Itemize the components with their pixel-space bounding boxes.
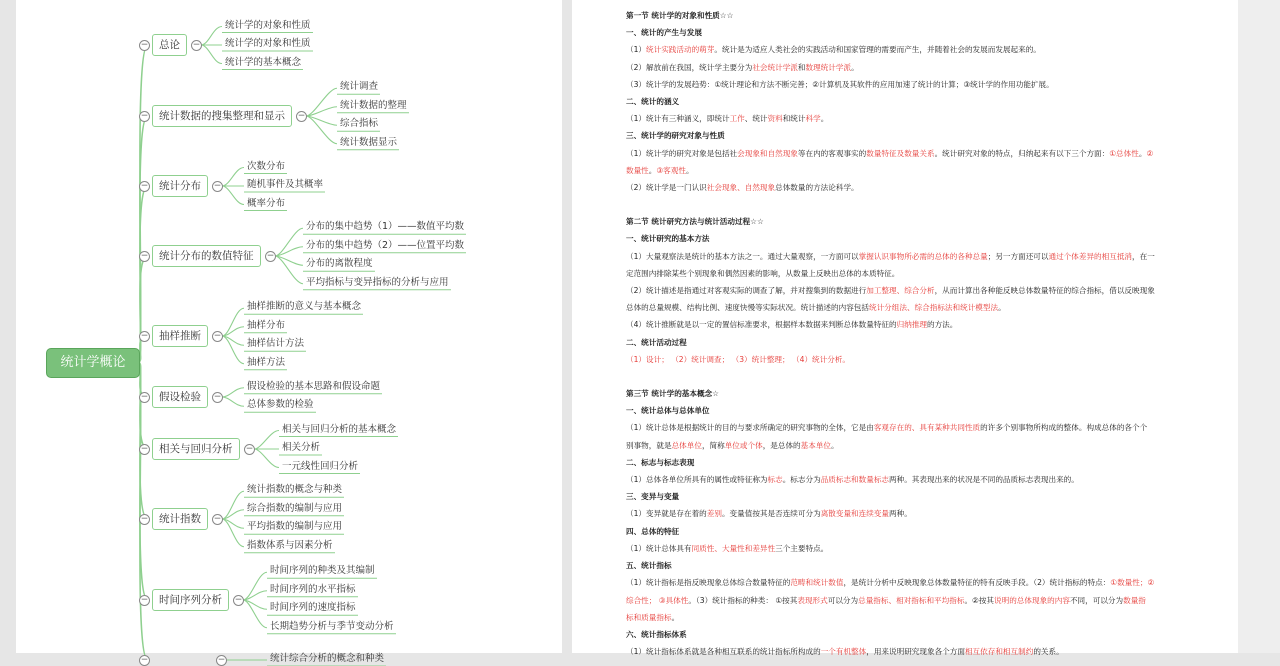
highlighted-text: 数量性 bbox=[626, 165, 649, 175]
text-segment: ，在一 bbox=[1132, 251, 1155, 261]
highlighted-text: 掌握认识事物所必需的总体的各种总量 bbox=[858, 251, 988, 261]
highlighted-text: 同质性、大量性和差异性 bbox=[691, 543, 776, 553]
highlighted-text: 统计实践活动的萌芽 bbox=[646, 45, 715, 55]
collapse-toggle-icon[interactable]: − bbox=[140, 331, 149, 341]
highlighted-text: ③客观性 bbox=[656, 165, 686, 175]
paragraph-line bbox=[626, 437, 1201, 454]
highlighted-text: 数量指 bbox=[1123, 595, 1146, 605]
highlighted-text: 标志 bbox=[767, 475, 783, 485]
text-segment: 三、统计学的研究对象与性质 bbox=[626, 131, 725, 141]
paragraph-line bbox=[626, 179, 1201, 196]
highlighted-text: 社会统计学派 bbox=[752, 62, 798, 72]
section-heading bbox=[626, 385, 1201, 402]
collapse-toggle-icon[interactable]: − bbox=[213, 181, 222, 191]
mindmap-branch-node[interactable]: 抽样推断 bbox=[152, 325, 208, 347]
paragraph-line bbox=[626, 505, 1201, 522]
subsection-heading bbox=[626, 334, 1201, 351]
highlighted-text: 社会现象、自然现象 bbox=[706, 183, 776, 193]
mindmap-leaf-node[interactable]: 概率分布 bbox=[247, 197, 286, 209]
paragraph-line bbox=[626, 316, 1201, 333]
highlighted-text: （1）设计； （2）统计调查； （3）统计整理； （4）统计分析。 bbox=[626, 354, 851, 364]
document-page bbox=[572, 0, 1238, 657]
text-segment: （2）统计学是一门认识 bbox=[626, 183, 707, 193]
paragraph-line bbox=[626, 59, 1201, 76]
text-segment: ，从而计算出各种能反映总体数量特征的综合指标，借以反映现象 bbox=[934, 286, 1155, 296]
text-segment: 六、统计指标体系 bbox=[626, 629, 687, 639]
collapse-toggle-icon[interactable]: − bbox=[192, 40, 201, 50]
highlighted-text: ①数量性；② bbox=[1110, 578, 1155, 588]
subsection-heading bbox=[626, 127, 1201, 144]
text-segment: 三、变异与变量 bbox=[626, 492, 680, 502]
mindmap-leaf-node[interactable]: 总体参数的检验 bbox=[247, 399, 314, 411]
mindmap-leaf-node[interactable]: 统计综合分析的概念和种类 bbox=[270, 653, 385, 664]
text-segment: 。 bbox=[820, 114, 829, 124]
section-heading bbox=[626, 213, 1201, 230]
mindmap-leaf-node[interactable]: 抽样推断的意义与基本概念 bbox=[247, 301, 362, 313]
paragraph-line bbox=[626, 419, 1201, 436]
subsection-heading bbox=[626, 557, 1201, 574]
text-segment: （1） bbox=[626, 45, 647, 55]
highlighted-text: 标和质量指标 bbox=[626, 612, 672, 622]
text-segment: 一、统计的产生与发展 bbox=[626, 28, 702, 38]
text-segment: 和 bbox=[797, 62, 806, 72]
text-segment: ；另一方面还可以 bbox=[987, 251, 1049, 261]
text-segment: 。（3）统计指标的种类： ①按其 bbox=[688, 595, 798, 605]
subsection-heading bbox=[626, 488, 1201, 505]
highlighted-text: 表现形式 bbox=[797, 595, 828, 605]
text-segment: 。 bbox=[671, 612, 680, 622]
collapse-toggle-icon[interactable]: − bbox=[266, 251, 275, 261]
mindmap-leaf-node[interactable]: 分布的集中趋势（2）——位置平均数 bbox=[306, 239, 465, 251]
highlighted-text: 综合性； ③具体性 bbox=[626, 595, 689, 605]
mindmap-leaf-node[interactable]: 统计指数的概念与种类 bbox=[247, 484, 343, 496]
mindmap-leaf-node[interactable]: 分布的集中趋势（1）——数值平均数 bbox=[306, 221, 465, 233]
paragraph-line bbox=[626, 265, 1201, 282]
text-segment: 等在内的客观事实的 bbox=[797, 148, 867, 158]
mindmap-leaf-node[interactable]: 抽样分布 bbox=[247, 319, 286, 331]
text-segment: （4）统计推断就是以一定的置信标准要求，根据样本数据来判断总体数量特征的 bbox=[626, 320, 897, 330]
text-segment: 两种。其表现出来的状况是不同的品质标志表现出来的。 bbox=[889, 475, 1079, 485]
collapse-toggle-icon[interactable]: − bbox=[140, 655, 149, 665]
text-segment: ，简称 bbox=[701, 440, 725, 450]
document-content bbox=[626, 7, 1201, 660]
mindmap-leaf-node[interactable]: 时间序列的速度指标 bbox=[270, 602, 356, 614]
highlighted-text: 范畴和统计数值 bbox=[790, 578, 844, 588]
text-segment: （1）统计总体是根据统计的目的与要求所确定的研究事物的全体，它是由 bbox=[626, 423, 874, 433]
mindmap-leaf-node[interactable]: 时间序列的水平指标 bbox=[270, 583, 356, 595]
text-segment: 别事物，就是 bbox=[626, 440, 672, 450]
text-segment: （1）变异就是存在着的 bbox=[626, 509, 707, 519]
text-segment: 二、统计的涵义 bbox=[626, 97, 680, 107]
text-segment: 总体的总量规模、结构比例、速度快慢等实际状况。统计描述的内容包括 bbox=[626, 303, 869, 313]
highlighted-text: 数理统计学派 bbox=[805, 62, 852, 72]
highlighted-text: 离散变量和连续变量 bbox=[820, 509, 890, 519]
highlighted-text: 数量特征及数量关系 bbox=[866, 148, 935, 158]
mindmap-leaf-node[interactable]: 统计数据显示 bbox=[340, 136, 398, 148]
text-segment: （1）总体各单位所具有的属性或特征称为 bbox=[626, 475, 768, 485]
mindmap-leaf-node[interactable]: 假设检验的基本思路和假设命题 bbox=[247, 380, 381, 392]
subsection-heading bbox=[626, 626, 1201, 643]
text-segment: 五、统计指标 bbox=[626, 561, 672, 571]
mindmap-branch-node[interactable]: 假设检验 bbox=[152, 386, 208, 408]
highlighted-text: 归纳推理 bbox=[896, 320, 927, 330]
collapse-toggle-icon[interactable]: − bbox=[140, 181, 149, 191]
mindmap-panel bbox=[16, 0, 562, 665]
paragraph-line bbox=[626, 574, 1201, 591]
mindmap-leaf-node[interactable]: 统计学的对象和性质 bbox=[225, 38, 311, 49]
text-segment: 和统计 bbox=[782, 114, 806, 124]
mindmap-leaf-node[interactable]: 抽样方法 bbox=[247, 356, 286, 368]
mindmap-branch-node[interactable]: 统计分布的数值特征 bbox=[152, 245, 261, 267]
paragraph-line bbox=[626, 540, 1201, 557]
highlighted-text: ①总体性 bbox=[1109, 148, 1139, 158]
highlighted-text: 单位或个体 bbox=[724, 440, 763, 450]
text-segment: 第三节 统计学的基本概念☆ bbox=[626, 389, 719, 399]
paragraph-line bbox=[626, 609, 1201, 626]
highlighted-text: 差别 bbox=[706, 509, 722, 519]
highlighted-text: 工作 bbox=[729, 114, 745, 124]
highlighted-text: ② bbox=[1146, 148, 1154, 158]
paragraph-line bbox=[626, 351, 1201, 368]
highlighted-text: 一个有机整体 bbox=[820, 647, 867, 657]
text-segment: 、统计 bbox=[744, 114, 768, 124]
collapse-toggle-icon[interactable]: − bbox=[213, 331, 222, 341]
mindmap-leaf-node[interactable]: 统计调查 bbox=[340, 81, 379, 93]
highlighted-text: 统计分组法、综合指标法和统计模型法 bbox=[869, 303, 999, 313]
paragraph-line bbox=[626, 643, 1201, 660]
text-segment: 一、统计总体与总体单位 bbox=[626, 406, 710, 416]
text-segment: ，用来说明研究现象各个方面 bbox=[866, 647, 965, 657]
collapse-toggle-icon[interactable]: − bbox=[213, 392, 222, 402]
mindmap-leaf-node[interactable]: 分布的离散程度 bbox=[306, 258, 373, 270]
paragraph-line bbox=[626, 299, 1201, 316]
text-segment: 。 bbox=[831, 440, 839, 450]
collapse-toggle-icon[interactable]: − bbox=[140, 392, 149, 402]
paragraph-line bbox=[626, 110, 1201, 127]
mindmap-branch-node[interactable]: 统计分布 bbox=[152, 175, 208, 197]
subsection-heading bbox=[626, 93, 1201, 110]
section-gap bbox=[626, 368, 1201, 385]
text-segment: （1）统计指标是指反映现象总体综合数量特征的 bbox=[626, 578, 791, 588]
text-segment: ，是总体的 bbox=[762, 440, 801, 450]
paragraph-line bbox=[626, 41, 1201, 58]
text-segment: 的关系。 bbox=[1033, 647, 1064, 657]
collapse-toggle-icon[interactable]: − bbox=[140, 595, 149, 605]
mindmap-leaf-node[interactable]: 综合指数的编制与应用 bbox=[247, 502, 343, 514]
highlighted-text: 客观存在的、具有某种共同性质 bbox=[873, 423, 981, 433]
text-segment: 可以分为 bbox=[827, 595, 859, 605]
collapse-toggle-icon[interactable]: − bbox=[217, 655, 226, 665]
right-margin bbox=[1238, 0, 1280, 653]
text-segment: （1）统计有三种涵义，即统计 bbox=[626, 114, 730, 124]
text-segment: 二、标志与标志表现 bbox=[626, 457, 695, 467]
highlighted-text: 加工整理、综合分析 bbox=[866, 286, 935, 296]
collapse-toggle-icon[interactable]: − bbox=[234, 595, 243, 605]
paragraph-line bbox=[626, 471, 1201, 488]
mindmap-leaf-node[interactable]: 抽样估计方法 bbox=[247, 338, 305, 350]
collapse-toggle-icon[interactable]: − bbox=[213, 514, 222, 524]
text-segment: （1）统计学的研究对象是包括社 bbox=[626, 148, 738, 158]
mindmap-root-node[interactable]: 统计学概论 bbox=[46, 348, 140, 378]
text-segment: 的方法。 bbox=[926, 320, 958, 330]
mindmap-branch-node[interactable]: 时间序列分析 bbox=[152, 589, 229, 611]
mindmap-leaf-node[interactable]: 次数分布 bbox=[247, 160, 286, 172]
highlighted-text: 科学 bbox=[805, 114, 821, 124]
collapse-toggle-icon[interactable]: − bbox=[140, 514, 149, 524]
mindmap-leaf-node[interactable]: 长期趋势分析与季节变动分析 bbox=[270, 620, 394, 632]
text-segment: 。 bbox=[1138, 148, 1147, 158]
subsection-heading bbox=[626, 523, 1201, 540]
text-segment: 总体数量的方法论科学。 bbox=[775, 183, 859, 193]
highlighted-text: 资料 bbox=[767, 114, 783, 124]
subsection-heading bbox=[626, 454, 1201, 471]
text-segment: 两种。 bbox=[889, 509, 912, 519]
text-segment: 。标志分为 bbox=[782, 475, 821, 485]
mindmap-branch-node[interactable]: 总论 bbox=[152, 34, 187, 56]
highlighted-text: 基本单位 bbox=[800, 440, 832, 450]
collapse-toggle-icon[interactable]: − bbox=[245, 444, 254, 454]
text-segment: （3）统计学的发展趋势：①统计理论和方法不断完善；②计算机及其软件的应用加速了统计的计算；③统计学的作用功能扩展。 bbox=[626, 79, 1054, 89]
text-segment: （1）统计指标体系就是各种相互联系的统计指标所构成的 bbox=[626, 647, 821, 657]
subsection-heading bbox=[626, 24, 1201, 41]
collapse-toggle-icon[interactable]: − bbox=[297, 111, 306, 121]
section-gap bbox=[626, 196, 1201, 213]
text-segment: 一、统计研究的基本方法 bbox=[626, 234, 710, 244]
text-segment: （1）大量观察法是统计的基本方法之一。通过大量观察，一方面可以 bbox=[626, 251, 859, 261]
mindmap-branch-node[interactable]: 统计指数 bbox=[152, 508, 208, 530]
mindmap-leaf-node[interactable]: 综合指标 bbox=[340, 118, 379, 130]
paragraph-line bbox=[626, 162, 1201, 179]
mindmap-leaf-node[interactable]: 相关与回归分析的基本概念 bbox=[282, 423, 397, 435]
mindmap-leaf-node[interactable]: 一元线性回归分析 bbox=[282, 460, 359, 472]
paragraph-line bbox=[626, 282, 1201, 299]
mindmap-leaf-node[interactable]: 统计学的对象和性质 bbox=[225, 19, 311, 31]
mindmap-leaf-node[interactable]: 平均指数的编制与应用 bbox=[247, 521, 343, 533]
subsection-heading bbox=[626, 230, 1201, 247]
mindmap-leaf-node[interactable]: 时间序列的种类及其编制 bbox=[270, 565, 375, 577]
text-segment: 。 bbox=[998, 303, 1006, 313]
text-segment: 第一节 统计学的对象和性质☆☆ bbox=[626, 11, 734, 20]
paragraph-line bbox=[626, 248, 1201, 265]
highlighted-text: 通过个体差异的相互抵消 bbox=[1048, 251, 1133, 261]
subsection-heading bbox=[626, 402, 1201, 419]
mindmap-leaf-node[interactable]: 相关分析 bbox=[282, 442, 321, 453]
text-segment: （2）统计描述是指通过对客观实际的调查了解，并对搜集到的数据进行 bbox=[626, 286, 867, 296]
highlighted-text: 总体单位 bbox=[671, 440, 702, 450]
collapse-toggle-icon[interactable]: − bbox=[140, 40, 149, 50]
text-segment: 不同，可以分为 bbox=[1069, 595, 1124, 605]
mindmap-branch-node[interactable]: 统计数据的搜集整理和显示 bbox=[152, 105, 292, 127]
text-segment: （1）统计总体具有 bbox=[626, 543, 692, 553]
text-segment: 。变量值按其是否连续可分为 bbox=[721, 509, 821, 519]
highlighted-text: 总量指标、相对指标和平均指标 bbox=[858, 595, 965, 605]
paragraph-line bbox=[626, 145, 1201, 162]
mindmap-connectors bbox=[16, 0, 562, 653]
mindmap-leaf-node[interactable]: 指数体系与因素分析 bbox=[247, 539, 333, 551]
mindmap-leaf-node[interactable]: 随机事件及其概率 bbox=[247, 179, 324, 190]
text-segment: （2）解放前在我国，统计学主要分为 bbox=[626, 62, 753, 72]
text-segment: 。 bbox=[685, 165, 694, 175]
collapse-toggle-icon[interactable]: − bbox=[140, 444, 149, 454]
mindmap-leaf-node[interactable]: 统计学的基本概念 bbox=[225, 56, 302, 68]
highlighted-text: 说明的总体现象的内容 bbox=[994, 595, 1070, 605]
text-segment: ，是统计分析中反映现象总体数量特征的特有反映手段。（2）统计指标的特点： bbox=[843, 578, 1111, 588]
text-segment: 。 bbox=[648, 165, 657, 175]
highlighted-text: 会现象和自然现象 bbox=[737, 148, 798, 158]
highlighted-text: 品质标志和数量标志 bbox=[820, 475, 890, 485]
text-segment: 。统计是为适应人类社会的实践活动和国家管理的需要而产生，并随着社会的发展而发展起来的。 bbox=[714, 45, 1041, 55]
paragraph-line bbox=[626, 76, 1201, 93]
highlighted-text: 相互依存和相互制约 bbox=[964, 647, 1034, 657]
mindmap-leaf-node[interactable]: 统计数据的整理 bbox=[340, 99, 407, 111]
text-segment: 二、统计活动过程 bbox=[626, 337, 687, 347]
text-segment: 。 bbox=[851, 62, 859, 72]
text-segment: 第二节 统计研究方法与统计活动过程☆☆ bbox=[626, 217, 764, 227]
mindmap-branch-node[interactable]: 相关与回归分析 bbox=[152, 438, 240, 460]
text-segment: 三个主要特点。 bbox=[775, 543, 829, 553]
collapse-toggle-icon[interactable]: − bbox=[140, 251, 149, 261]
mindmap-leaf-node[interactable]: 平均指标与变异指标的分析与应用 bbox=[306, 276, 449, 288]
text-segment: 四、总体的特征 bbox=[626, 526, 680, 536]
text-segment: 。统计研究对象的特点，归纳起来有以下三个方面： bbox=[934, 148, 1110, 158]
text-segment: 的许多个别事物所构成的整体。构成总体的各个个 bbox=[980, 423, 1148, 433]
text-segment: 。②按其 bbox=[964, 595, 995, 605]
collapse-toggle-icon[interactable]: − bbox=[140, 111, 149, 121]
section-heading bbox=[626, 7, 1201, 24]
paragraph-line bbox=[626, 592, 1201, 609]
text-segment: 定范围内排除某些个别现象和偶然因素的影响，从数量上反映出总体的本质特征。 bbox=[626, 268, 900, 278]
